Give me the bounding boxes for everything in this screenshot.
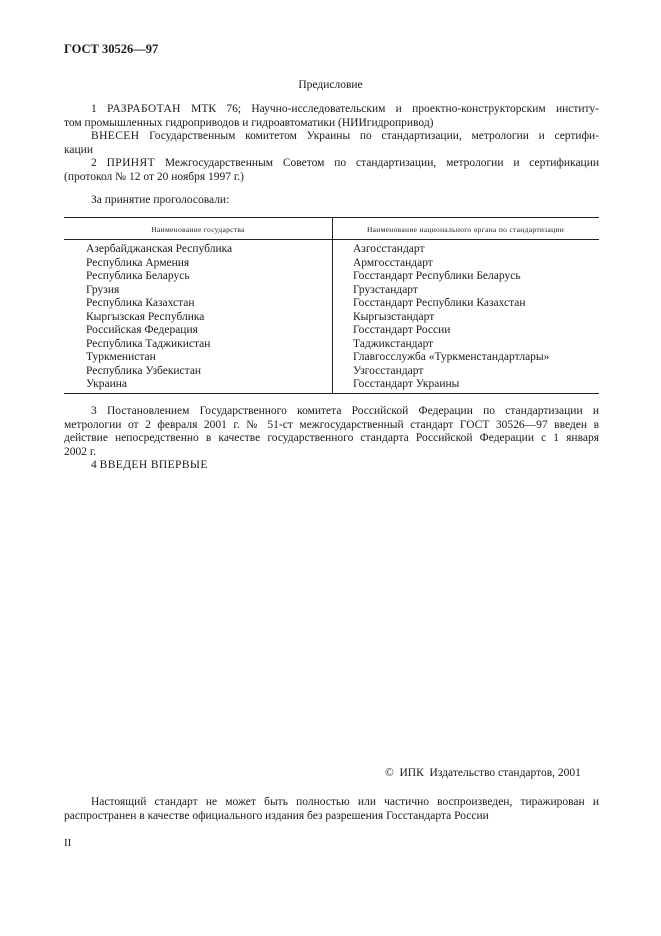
table-cell-body: Госстандарт Украины bbox=[353, 378, 460, 390]
table-cell-state: Республика Беларусь bbox=[86, 270, 190, 282]
paragraph-resolution-line4: 2002 г. bbox=[64, 445, 97, 458]
paragraph-developed bbox=[64, 103, 599, 130]
table-cell-body: Таджикстандарт bbox=[353, 337, 434, 350]
reproduction-notice-line2: распространен в качестве официального издания без разрешения Госстандарта России bbox=[64, 809, 489, 822]
paragraph-introduced-line2: кации bbox=[64, 143, 93, 156]
vote-table bbox=[64, 217, 599, 394]
table-header-body: Наименование национального органа по стандартизации bbox=[366, 225, 565, 234]
paragraph-first-introduced bbox=[91, 459, 208, 473]
table-cell-state: Республика Таджикистан bbox=[86, 337, 211, 350]
preface-title: Предисловие bbox=[298, 79, 363, 91]
adopted-line1-text: Межгосударственным Советом по стандартизации, метрологии и сертификации bbox=[164, 157, 600, 169]
reproduction-notice-line1: Настоящий стандарт не может быть полностью или частично воспроизведен, тиражирован и bbox=[91, 796, 599, 808]
paragraph-adopted bbox=[64, 157, 599, 184]
developed-line1-text: МТК 76; Научно-исследовательским и проектно-конструкторским институ- bbox=[191, 103, 599, 115]
table-cell-body: Кыргызстандарт bbox=[353, 310, 435, 323]
page-number: II bbox=[64, 837, 72, 849]
table-column-states bbox=[86, 243, 232, 392]
paragraph-resolution-line1: 3 Постановлением Государственного комитета Российской Федерации по стандартизации и bbox=[91, 405, 599, 417]
paragraph-introduced-line1 bbox=[64, 130, 599, 144]
copyright-symbol: © bbox=[385, 767, 394, 779]
table-cell-state: Республика Казахстан bbox=[86, 297, 195, 309]
table-cell-body: Азгосстандарт bbox=[353, 243, 425, 255]
table-cell-state: Грузия bbox=[86, 283, 120, 296]
paragraph-resolution bbox=[64, 405, 599, 459]
table-header-state: Наименование государства bbox=[151, 225, 245, 234]
reproduction-notice bbox=[64, 796, 599, 823]
table-cell-state: Республика Узбекистан bbox=[86, 364, 202, 377]
table-cell-body: Грузстандарт bbox=[353, 283, 418, 296]
table-column-bodies bbox=[353, 243, 549, 392]
table-cell-body: Госстандарт Республики Беларусь bbox=[353, 270, 521, 282]
introduced-line1-text: Государственным комитетом Украины по стандартизации, метрологии и сертифи- bbox=[149, 130, 600, 142]
table-cell-body: Узгосстандарт bbox=[353, 364, 424, 377]
paragraph-resolution-line2: метрологии от 2 февраля 2001 г. № 51-ст межгосударственный стандарт ГОСТ 30526—97 введен в bbox=[64, 418, 599, 431]
keyword-developed: РАЗРАБОТАН bbox=[107, 103, 181, 115]
item-number: 1 bbox=[91, 103, 97, 115]
keyword-adopted: ПРИНЯТ bbox=[106, 157, 155, 169]
table-cell-state: Кыргызская Республика bbox=[86, 310, 205, 323]
table-cell-body: Главгосслужба «Туркменстандартлары» bbox=[353, 351, 550, 363]
paragraph-adopted-line1 bbox=[64, 157, 599, 171]
table-cell-state: Азербайджанская Республика bbox=[86, 243, 233, 255]
paragraph-resolution-line3: действие непосредственно в качестве государственного стандарта Российской Федерации с 1 января bbox=[64, 432, 599, 444]
table-cell-body: Госстандарт России bbox=[353, 324, 451, 336]
item-number: 4 bbox=[91, 459, 97, 471]
table-cell-body: Армгосстандарт bbox=[353, 256, 433, 269]
copyright-text: Издательство стандартов, 2001 bbox=[429, 767, 581, 779]
paragraph-developed-line1 bbox=[64, 103, 599, 117]
table-cell-state: Республика Армения bbox=[86, 256, 190, 269]
item-number: 2 bbox=[91, 157, 97, 169]
table-cell-body: Госстандарт Республики Казахстан bbox=[353, 297, 526, 309]
paragraph-adopted-line2: (протокол № 12 от 20 ноября 1997 г.) bbox=[64, 170, 245, 183]
paragraph-developed-line2: том промышленных гидроприводов и гидроавтоматики (НИИгидропривод) bbox=[64, 116, 434, 129]
document-code: ГОСТ 30526—97 bbox=[64, 42, 159, 56]
table-cell-state: Российская Федерация bbox=[86, 324, 198, 336]
paragraph-introduced bbox=[64, 130, 599, 157]
voted-intro: За принятие проголосовали: bbox=[91, 194, 230, 206]
table-cell-state: Туркменистан bbox=[86, 351, 156, 363]
keyword-first-introduced: ВВЕДЕН ВПЕРВЫЕ bbox=[99, 459, 208, 471]
copyright-line bbox=[385, 767, 581, 781]
table-column-divider bbox=[332, 218, 333, 393]
copyright-org: ИПК bbox=[399, 767, 424, 779]
keyword-introduced: ВНЕСЕН bbox=[91, 130, 140, 142]
table-cell-state: Украина bbox=[86, 378, 127, 390]
